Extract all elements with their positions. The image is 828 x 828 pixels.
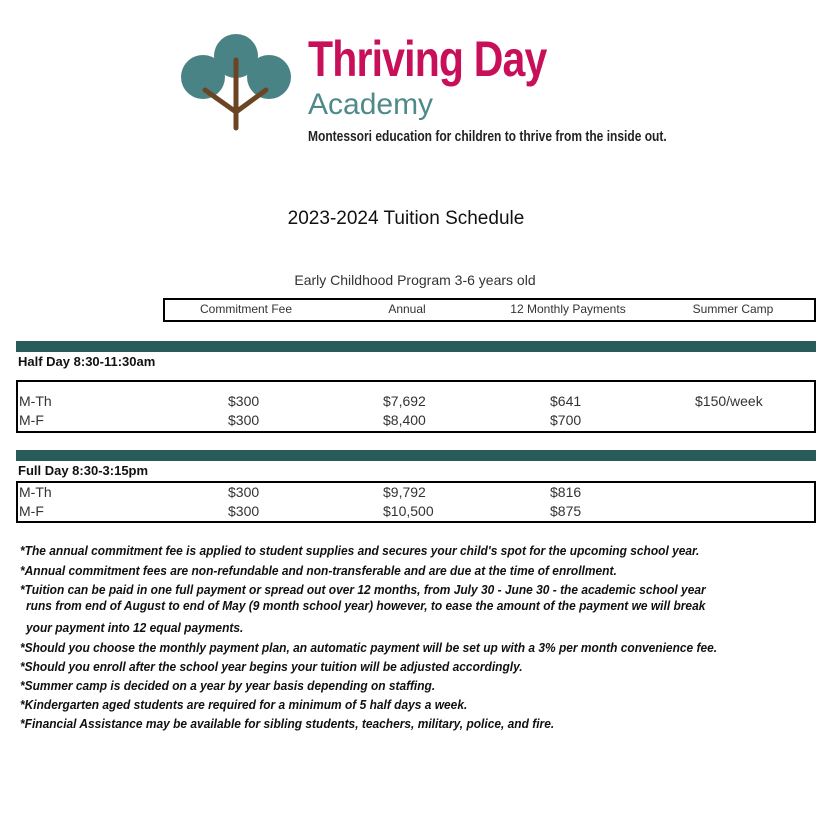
note: your payment into 12 equal payments. (26, 620, 244, 635)
camp: $150/week (695, 393, 763, 409)
tree-logo-icon (178, 32, 293, 132)
fee: $300 (228, 412, 260, 428)
col-commitment-fee: Commitment Fee (199, 302, 293, 316)
note: *Kindergarten aged students are required for a minimum of 5 half days a week. (20, 697, 468, 712)
col-monthly: 12 Monthly Payments (510, 302, 626, 316)
note: *Should you choose the monthly payment plan, an automatic payment will be set up with a 3% per month convenience fee. (20, 640, 718, 655)
note: runs from end of August to end of May (9 month school year) however, to ease the amount of the payment we will break (26, 598, 706, 613)
monthly: $875 (550, 503, 582, 519)
annual: $8,400 (383, 412, 426, 428)
note: *Annual commitment fees are non-refundable and non-transferable and are due at the time of enrollment. (20, 563, 617, 578)
col-annual: Annual (388, 302, 426, 316)
annual: $9,792 (383, 484, 426, 500)
full-day-table (16, 481, 816, 523)
note: *Tuition can be paid in one full payment or spread out over 12 months, from July 30 - June 30 - the academic school year (20, 582, 706, 597)
days: M-Th (19, 393, 52, 409)
fee: $300 (228, 484, 260, 500)
days: M-Th (19, 484, 52, 500)
note: *Should you enroll after the school year begins your tuition will be adjusted accordingly. (20, 659, 523, 674)
section-label: Full Day 8:30-3:15pm (18, 463, 149, 478)
note: *Summer camp is decided on a year by year basis depending on staffing. (20, 678, 436, 693)
fee: $300 (228, 503, 260, 519)
logo-sub: Academy (308, 88, 434, 121)
monthly: $816 (550, 484, 582, 500)
annual: $7,692 (383, 393, 426, 409)
annual: $10,500 (383, 503, 434, 519)
half-day-table (16, 380, 816, 433)
program-subtitle: Early Childhood Program 3-6 years old (294, 272, 536, 288)
column-header-row (163, 298, 816, 322)
section-label: Half Day 8:30-11:30am (18, 354, 156, 369)
logo-name: Thriving Day (308, 31, 547, 87)
col-summer-camp: Summer Camp (692, 302, 774, 316)
section-divider (16, 341, 816, 352)
note: *Financial Assistance may be available for sibling students, teachers, military, police, and fire. (20, 716, 555, 731)
note: *The annual commitment fee is applied to student supplies and secures your child's spot for the upcoming school year. (20, 543, 700, 558)
page-title: 2023-2024 Tuition Schedule (287, 208, 525, 229)
section-divider (16, 450, 816, 461)
monthly: $700 (550, 412, 582, 428)
fee: $300 (228, 393, 260, 409)
logo-tagline: Montessori education for children to thrive from the inside out. (308, 128, 667, 145)
days: M-F (19, 503, 44, 519)
monthly: $641 (550, 393, 582, 409)
days: M-F (19, 412, 44, 428)
